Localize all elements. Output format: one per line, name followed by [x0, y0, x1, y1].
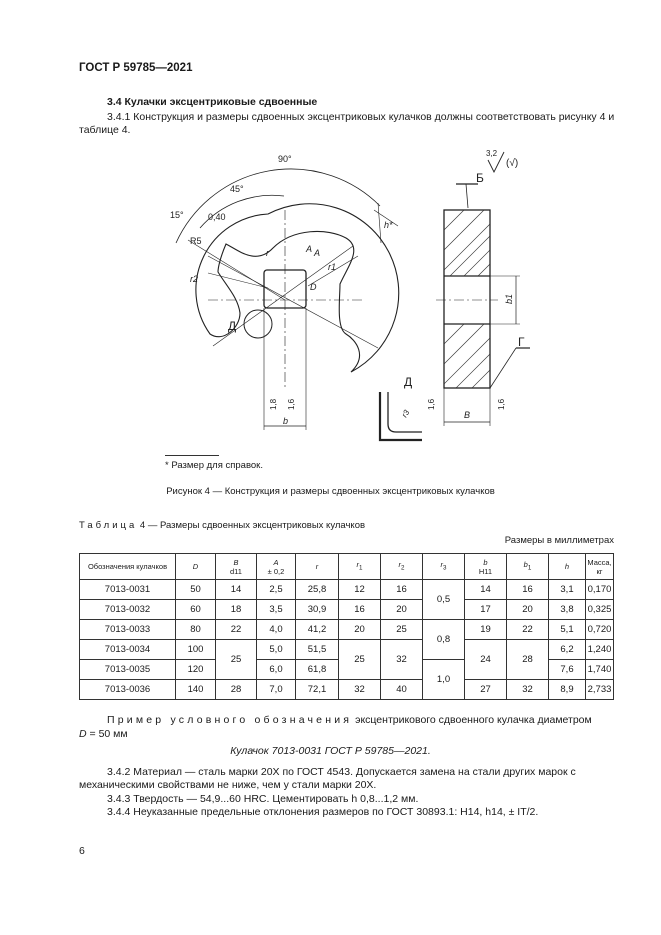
table-row — [80, 680, 614, 700]
cell-mass: 0,325 — [586, 600, 614, 620]
cell-D: 80 — [176, 620, 216, 640]
cell-designation: 7013-0035 — [80, 660, 176, 680]
example-rest: эксцентрикового сдвоенного кулачка диаметром — [355, 714, 592, 726]
label-r2: r2 — [190, 274, 199, 284]
cell-r2: 32 — [381, 640, 423, 680]
paragraph-3-4-4 — [79, 806, 616, 819]
cell-b1: 28 — [507, 640, 549, 680]
col-D: D — [176, 554, 216, 580]
paragraph-3-4-1-text: 3.4.1 Конструкция и размеры сдвоенных эксцентриковых кулачков должны соответствовать рисунку 4 и таблице 4. — [79, 111, 615, 136]
figure-caption: Рисунок 4 — Конструкция и размеры сдвоенных эксцентриковых кулачков — [166, 486, 495, 497]
table-row — [80, 640, 614, 660]
cell-mass: 0,720 — [586, 620, 614, 640]
cell-B: 18 — [216, 600, 257, 620]
col-B: B d11 — [216, 554, 257, 580]
cell-h: 3,8 — [549, 600, 586, 620]
cell-designation: 7013-0032 — [80, 600, 176, 620]
label-D-detail: Д — [404, 375, 413, 389]
cell-r2: 16 — [381, 580, 423, 600]
figure-4 — [78, 148, 618, 460]
document-header: ГОСТ Р 59785—2021 — [79, 62, 193, 74]
cell-A: 7,0 — [257, 680, 296, 700]
table-row — [80, 620, 614, 640]
cell-designation: 7013-0034 — [80, 640, 176, 660]
col-r1: $r_1$ — [339, 554, 381, 580]
cell-r1: 12 — [339, 580, 381, 600]
label-rough: 3,2 — [486, 149, 498, 158]
example-val: = 50 мм — [89, 728, 128, 740]
cell-r2: 40 — [381, 680, 423, 700]
cell-B: 14 — [216, 580, 257, 600]
cell-r: 41,2 — [296, 620, 339, 640]
table-caption-text: 4 — Размеры сдвоенных эксцентриковых кулачков — [139, 520, 366, 531]
cell-A: 4,0 — [257, 620, 296, 640]
col-b: b H11 — [465, 554, 507, 580]
label-R5: R5 — [190, 236, 202, 246]
cell-A: 5,0 — [257, 640, 296, 660]
page-number: 6 — [79, 845, 85, 857]
cell-h: 3,1 — [549, 580, 586, 600]
cell-r: 25,8 — [296, 580, 339, 600]
figure-4-drawing — [78, 148, 618, 460]
table-header-row — [80, 554, 614, 580]
cell-D: 60 — [176, 600, 216, 620]
paragraph-3-4-4-text: 3.4.4 Неуказанные предельные отклонения размеров по ГОСТ 30893.1: H14, h14, ± IT/2. — [107, 806, 539, 818]
label-angle-90: 90° — [278, 154, 292, 164]
cell-b: 24 — [465, 640, 507, 680]
label-G-section: Г — [518, 335, 525, 349]
cell-A: 3,5 — [257, 600, 296, 620]
cell-b: 14 — [465, 580, 507, 600]
label-angle-45: 45° — [230, 184, 244, 194]
col-mass: Масса, кг — [586, 554, 614, 580]
col-h: h — [549, 554, 586, 580]
example-lead: Пример условного обозначения — [107, 714, 353, 726]
table-row — [80, 600, 614, 620]
cell-b: 19 — [465, 620, 507, 640]
col-r3: $r_3$ — [423, 554, 465, 580]
label-r16b: 1,6 — [427, 398, 436, 410]
example-paragraph — [79, 713, 616, 741]
paragraph-3-4-1 — [79, 111, 616, 137]
cell-r2: 25 — [381, 620, 423, 640]
paragraph-3-4-3 — [79, 793, 616, 806]
label-r1: r1 — [328, 262, 337, 272]
cell-r1: 20 — [339, 620, 381, 640]
cell-b1: 16 — [507, 580, 549, 600]
label-b1: b1 — [504, 293, 514, 304]
cell-r3: 0,8 — [423, 620, 465, 660]
label-r: r — [266, 248, 269, 258]
cell-D: 120 — [176, 660, 216, 680]
table-units: Размеры в миллиметрах — [504, 535, 614, 546]
cell-designation: 7013-0031 — [80, 580, 176, 600]
cell-mass: 1,240 — [586, 640, 614, 660]
cell-h: 6,2 — [549, 640, 586, 660]
table-label: Таблица — [79, 520, 138, 531]
cam-outline — [196, 204, 399, 372]
example-designation: Кулачок 7013-0031 ГОСТ Р 59785—2021. — [230, 745, 431, 757]
table-caption — [79, 520, 365, 531]
label-B-section: Б — [476, 171, 484, 185]
cell-r: 51,5 — [296, 640, 339, 660]
label-D-view: Д — [228, 319, 237, 333]
col-b1: $b_1$ — [507, 554, 549, 580]
cell-D: 100 — [176, 640, 216, 660]
example-var: D — [79, 728, 87, 740]
label-rough-tail: (√) — [506, 158, 519, 169]
footnote-rule — [165, 455, 219, 456]
cell-designation: 7013-0033 — [80, 620, 176, 640]
cell-B: 28 — [216, 680, 257, 700]
cell-b1: 22 — [507, 620, 549, 640]
label-chamfer: 0,40 — [208, 212, 226, 222]
cell-r2: 20 — [381, 600, 423, 620]
cell-h: 7,6 — [549, 660, 586, 680]
col-r: r — [296, 554, 339, 580]
cell-r: 72,1 — [296, 680, 339, 700]
label-r16a: 1,6 — [287, 398, 296, 410]
cell-b1: 32 — [507, 680, 549, 700]
cell-r3: 1,0 — [423, 660, 465, 700]
col-A: A ± 0,2 — [257, 554, 296, 580]
cell-mass: 2,733 — [586, 680, 614, 700]
table-row — [80, 580, 614, 600]
cell-b1: 20 — [507, 600, 549, 620]
cell-r1: 16 — [339, 600, 381, 620]
cell-h: 8,9 — [549, 680, 586, 700]
cell-designation: 7013-0036 — [80, 680, 176, 700]
cell-b: 17 — [465, 600, 507, 620]
cell-B: 22 — [216, 620, 257, 640]
footnote: * Размер для справок. — [165, 460, 263, 471]
col-designation: Обозначения кулачков — [80, 554, 176, 580]
cell-D: 140 — [176, 680, 216, 700]
label-r18: 1,8 — [269, 398, 278, 410]
label-r16c: 1,6 — [497, 398, 506, 410]
cell-r: 30,9 — [296, 600, 339, 620]
cell-B: 25 — [216, 640, 257, 680]
label-D: D — [310, 282, 317, 292]
col-r2: $r_2$ — [381, 554, 423, 580]
cell-mass: 1,740 — [586, 660, 614, 680]
cell-b: 27 — [465, 680, 507, 700]
label-A2: A — [314, 248, 321, 258]
label-angle-15: 15° — [170, 210, 184, 220]
label-B: B — [464, 410, 471, 420]
cell-A: 2,5 — [257, 580, 296, 600]
label-h: h* — [384, 220, 393, 230]
cell-r1: 25 — [339, 640, 381, 680]
paragraph-3-4-2 — [79, 766, 616, 792]
cell-r3: 0,5 — [423, 580, 465, 620]
paragraph-3-4-2-text: 3.4.2 Материал — сталь марки 20Х по ГОСТ 4543. Допускается замена на стали других марок с механическими свойствами не ниже, чем у стали марки 20Х. — [79, 766, 576, 791]
cell-D: 50 — [176, 580, 216, 600]
paragraph-3-4-3-text: 3.4.3 Твердость — 54,9...60 HRC. Цементировать h 0,8...1,2 мм. — [107, 793, 419, 805]
cell-A: 6,0 — [257, 660, 296, 680]
cell-mass: 0,170 — [586, 580, 614, 600]
dimensions-table — [79, 553, 614, 700]
label-A1: A — [306, 244, 313, 254]
section-title: 3.4 Кулачки эксцентриковые сдвоенные — [107, 96, 318, 108]
cell-r1: 32 — [339, 680, 381, 700]
cell-r: 61,8 — [296, 660, 339, 680]
label-r3: r3 — [399, 408, 412, 419]
label-b: b — [283, 416, 289, 426]
cell-h: 5,1 — [549, 620, 586, 640]
